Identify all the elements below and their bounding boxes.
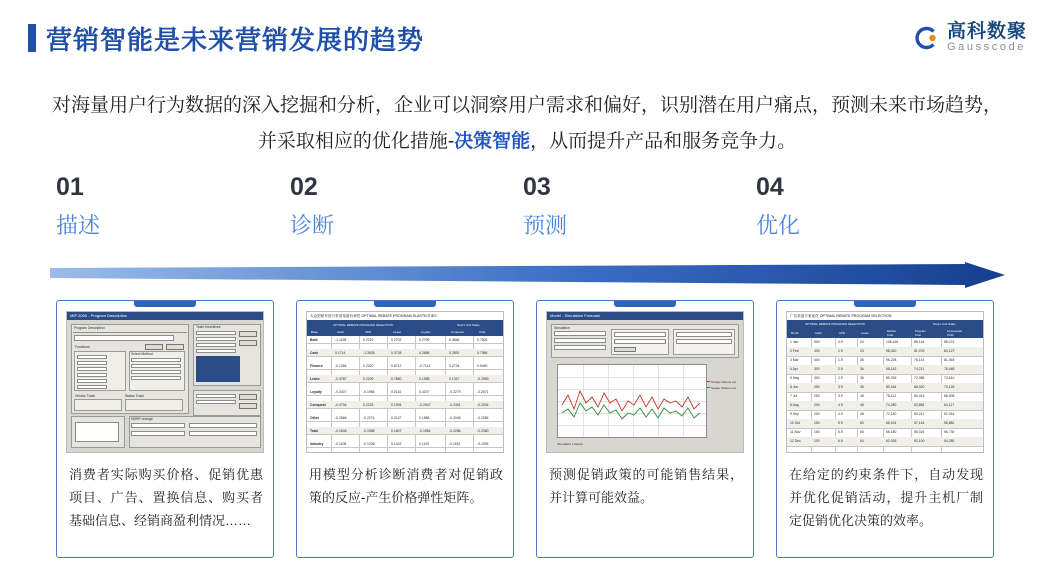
card-diagnose-tab <box>374 300 436 307</box>
step-2 <box>290 172 510 240</box>
cards-row <box>56 300 996 562</box>
progress-arrow <box>50 262 1005 288</box>
card-optimize-text: 在给定的约束条件下，自动发现并优化促销活动，提升主机厂制定促销优化决策的效率。 <box>789 467 983 528</box>
card-diagnose[interactable] <box>296 300 514 558</box>
card-predict-tab <box>614 300 676 307</box>
step-1-label: 描述 <box>56 213 101 238</box>
card-predict[interactable] <box>536 300 754 558</box>
brand-logo <box>912 22 1027 53</box>
card-describe[interactable] <box>56 300 274 558</box>
program-description-screenshot: MIP 2000 - Program Description Program Description Functions Select Method Vendor Track Status Track Team Incentives MSRP change <box>66 311 264 453</box>
step-labels <box>56 172 996 252</box>
lead-text-part1: 对海量用户行为数据的深入挖掘和分析，企业可以洞察用户需求和偏好，识别潜在用户痛点，预测未来市场趋势，并采取相应的优化措施- <box>52 95 1003 152</box>
card-optimize[interactable] <box>776 300 994 558</box>
step-4-number: 04 <box>756 173 784 201</box>
step-1-number: 01 <box>56 173 84 201</box>
page-header <box>0 0 1051 72</box>
step-3 <box>523 172 743 240</box>
step-4-label: 优化 <box>756 213 801 238</box>
screenshot-2-titlebar: 大众型轿车进口采用渠道价弹性 OPTIMAL REBATE PROGRAM ELASTICITIES <box>307 312 503 320</box>
card-predict-text: 预测促销政策的可能销售结果，并计算可能效益。 <box>549 467 743 505</box>
screenshot-1-titlebar: MIP 2000 - Program Description <box>67 312 263 320</box>
card-describe-tab <box>134 300 196 307</box>
lead-highlight: 决策智能 <box>454 131 531 152</box>
title-accent-bar <box>28 24 36 52</box>
lead-text-part2: ，从而提升产品和服务竞争力。 <box>530 131 797 152</box>
card-describe-text: 消费者实际购买价格、促销优惠项目、广告、置换信息、购买者基础信息、经销商盈利情况…… <box>69 467 263 528</box>
gausscode-logo-icon <box>912 25 938 51</box>
lead-paragraph <box>52 88 1002 160</box>
optimal-rebate-selection-screenshot: 广告渠道方案优化 OPTIMAL REBATE PROGRAM SELECTION OPTIMAL REBATE PROGRAM SELECTION Now's Unit Sales Month Cash APR Lease Rebate Total Program Cost Incremental Profit 1 Jan 500 0.9 24 106,426 86,144 88,221 2 Feb 400 1.9 24 98,320 81,076 84,127 3 Mar 400 1.9 36 96,228 78,141 81,064 4 Apr 300 2.9 36 88,142 74,211 76,448 5 May 300 2.9 36 85,326 72,088 74,610 6 Jun 250 3.9 36 80,044 68,320 70,126 7 Jul 250 3.9 48 78,112 66,014 68,908 8 Aug 200 4.9 48 74,280 62,884 64,117 9 Sep 200 4.9 48 72,140 60,212 62,044 10 Oct 150 5.9 60 68,024 57,144 58,882 11 Nov 150 5.9 60 66,180 55,024 56,730 12 Dec 100 6.9 60 62,018 52,100 54,280 <box>786 311 984 453</box>
logo-text-en: Gausscode <box>946 40 1027 53</box>
step-3-label: 预测 <box>523 213 568 238</box>
logo-text-cn: 高科数聚 <box>946 21 1027 42</box>
step-1 <box>56 172 276 240</box>
screenshot-4-titlebar: 广告渠道方案优化 OPTIMAL REBATE PROGRAM SELECTION <box>787 312 983 320</box>
page-title: 营销智能是未来营销发展的趋势 <box>46 25 425 55</box>
step-2-label: 诊断 <box>290 213 335 238</box>
card-optimize-tab <box>854 300 916 307</box>
card-diagnose-text: 用模型分析诊断消费者对促销政策的反应-产生价格弹性矩阵。 <box>309 467 503 505</box>
step-2-number: 02 <box>290 173 318 201</box>
sales-forecast-chart-screenshot: Model - Simulation Forecast Simulation Design Volume est Gauge Volume est Simulation 1 Result <box>546 311 744 453</box>
step-4 <box>756 172 976 240</box>
step-3-number: 03 <box>523 173 551 201</box>
screenshot-3-titlebar: Model - Simulation Forecast <box>547 312 743 320</box>
rebate-elasticity-matrix-screenshot: 大众型轿车进口采用渠道价弹性 OPTIMAL REBATE PROGRAM ELASTICITIES OPTIMAL REBATE PROGRAM SELECTION Now's Unit Sales Base Cash APR Lease Loyalty Conquest Total Bold -1.1198 0.2219 0.2702 0.2799 0.3846 0.7805 Cash 0.1714 -1.3528 0.3728 0.2658 0.2830 0.7986 Finance -0.1284 0.2320 0.8712 -0.7113 0.2734 0.9469 Lease -0.3787 0.2209 0.7860 0.1988 0.1347 -0.2969 Loyalty -0.3407 -0.1986 0.2142 0.4207 -0.2279 -0.2671 Conquest -0.4704 0.2223 0.1994 -0.2547 -0.2491 -0.2034 Other -0.2666 -0.2274 0.2147 0.1888 -0.2048 -0.2284 Total -0.2648 -0.1988 0.1607 -0.1984 -0.2286 -0.2380 Industry -0.1108 -0.1236 0.1422 0.1109 -0.1182 -0.1094 <box>306 311 504 453</box>
